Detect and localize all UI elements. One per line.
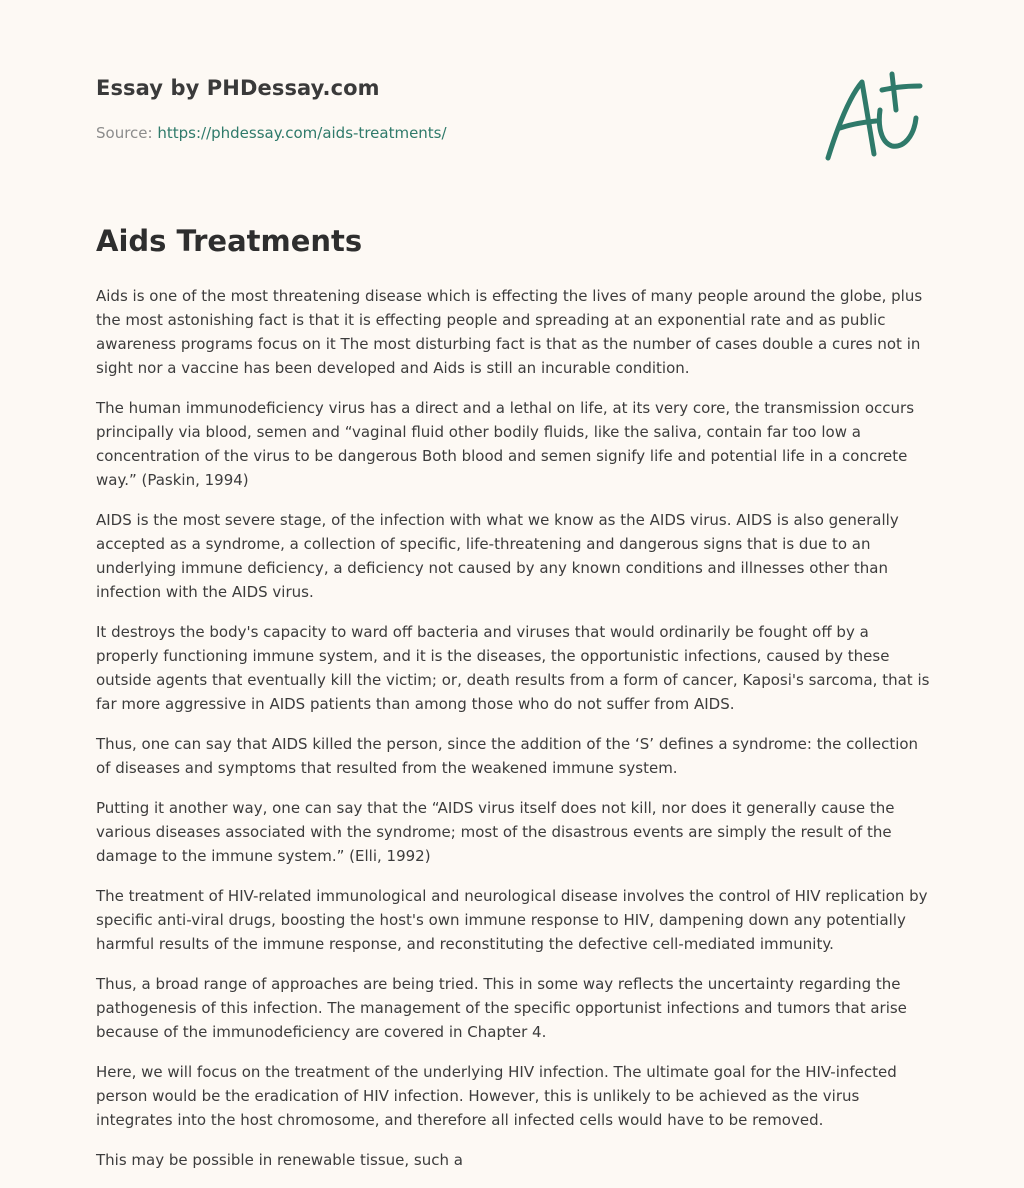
essay-paragraph: It destroys the body's capacity to ward off bacteria and viruses that would ordinarily be fought off by a properly functioning immune system, and it is the diseases, the opportunistic infections, caused by these outside agents that eventually kill the victim; or, death results from a form of cancer, Kaposi's sarcoma, that is far more aggressive in AIDS patients than among those who do not suffer from AIDS. xyxy=(96,623,930,713)
source-label: Source: xyxy=(96,124,153,142)
essay-paragraph: This may be possible in renewable tissue, such a xyxy=(96,1151,463,1169)
essay-title: Aids Treatments xyxy=(96,224,363,258)
essay-paragraph: Here, we will focus on the treatment of the underlying HIV infection. The ultimate goal for the HIV-infected person would be the eradication of HIV infection. However, this is unlikely to be achieved as the virus integrates into the host chromosome, and therefore all infected cells would have to be removed. xyxy=(96,1063,897,1129)
essay-paragraph: Thus, a broad range of approaches are being tried. This in some way reflects the uncertainty regarding the pathogenesis of this infection. The management of the specific opportunist infections and tumors that arise because of the immunodeficiency are covered in Chapter 4. xyxy=(96,975,907,1041)
site-title: Essay by PHDessay.com xyxy=(96,76,380,100)
essay-paragraph: The treatment of HIV-related immunological and neurological disease involves the control of HIV replication by specific anti-viral drugs, boosting the host's own immune response to HIV, dampening down any potentially harmful results of the immune response, and reconstituting the defective cell-mediated immunity. xyxy=(96,887,928,953)
source-line xyxy=(96,124,447,142)
source-link[interactable]: https://phdessay.com/aids-treatments/ xyxy=(157,124,447,142)
essay-paragraph: The human immunodeficiency virus has a direct and a lethal on life, at its very core, the transmission occurs principally via blood, semen and “vaginal fluid other bodily fluids, like the saliva, contain far too low a concentration of the virus to be dangerous Both blood and semen signify life and potential life in a concrete way.” (Paskin, 1994) xyxy=(96,399,915,489)
essay-body xyxy=(96,284,934,1188)
a-plus-grade-icon xyxy=(818,66,930,166)
essay-paragraph: Putting it another way, one can say that the “AIDS virus itself does not kill, nor does it generally cause the various diseases associated with the syndrome; most of the disastrous events are simply the result of the damage to the immune system.” (Elli, 1992) xyxy=(96,799,895,865)
essay-paragraph: Aids is one of the most threatening disease which is effecting the lives of many people around the globe, plus the most astonishing fact is that it is effecting people and spreading at an exponential rate and as public awareness programs focus on it The most disturbing fact is that as the number of cases double a cures not in sight nor a vaccine has been developed and Aids is still an incurable condition. xyxy=(96,287,923,377)
essay-paragraph: Thus, one can say that AIDS killed the person, since the addition of the ‘S’ defines a syndrome: the collection of diseases and symptoms that resulted from the weakened immune system. xyxy=(96,735,919,777)
essay-paragraph: AIDS is the most severe stage, of the infection with what we know as the AIDS virus. AIDS is also generally accepted as a syndrome, a collection of specific, life-threatening and dangerous signs that is due to an underlying immune deficiency, a deficiency not caused by any known conditions and illnesses other than infection with the AIDS virus. xyxy=(96,511,899,601)
